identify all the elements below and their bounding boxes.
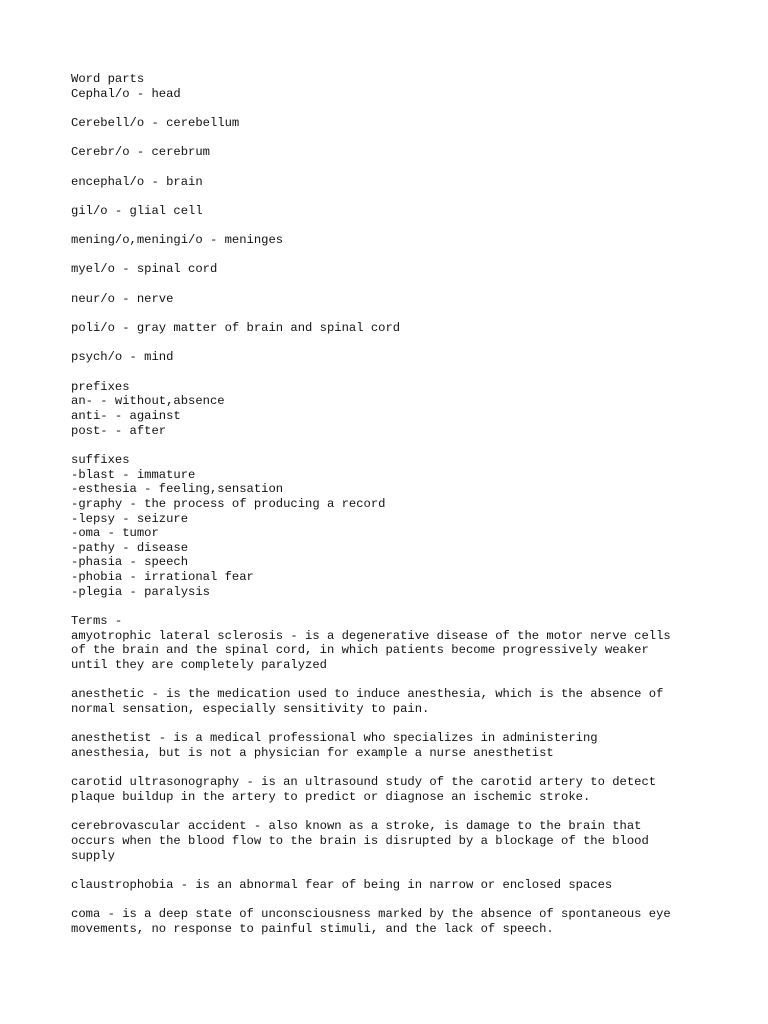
text-block xyxy=(71,380,751,439)
text-line: Terms - xyxy=(71,614,123,629)
text-line: amyotrophic lateral sclerosis - is a degenerative disease of the motor nerve cells xyxy=(71,628,671,643)
text-line: anesthesia, but is not a physician for example a nurse anesthetist xyxy=(71,745,554,760)
text-line: Cerebr/o - cerebrum xyxy=(71,145,210,160)
text-line: -blast - immature xyxy=(71,467,196,482)
text-line: -plegia - paralysis xyxy=(71,584,210,599)
text-line: Cephal/o - head xyxy=(71,86,181,101)
text-line: mening/o,meningi/o - meninges xyxy=(71,233,284,248)
text-block xyxy=(71,731,751,760)
text-line: carotid ultrasonography - is an ultrasound study of the carotid artery to detect xyxy=(71,775,657,790)
text-line: poli/o - gray matter of brain and spinal cord xyxy=(71,321,401,336)
text-block xyxy=(71,614,751,673)
text-line: movements, no response to painful stimuli, and the lack of speech. xyxy=(71,921,554,936)
text-block xyxy=(71,292,751,307)
text-line: -phasia - speech xyxy=(71,555,189,570)
text-line: an- - without,absence xyxy=(71,394,225,409)
text-line: plaque buildup in the artery to predict or diagnose an ischemic stroke. xyxy=(71,789,591,804)
text-line: post- - after xyxy=(71,423,167,438)
text-line: encephal/o - brain xyxy=(71,174,203,189)
text-line: anesthetic - is the medication used to induce anesthesia, which is the absence of xyxy=(71,687,664,702)
text-line: neur/o - nerve xyxy=(71,291,174,306)
text-block xyxy=(71,321,751,336)
text-block xyxy=(71,687,751,716)
text-line: -esthesia - feeling,sensation xyxy=(71,482,284,497)
text-line: -oma - tumor xyxy=(71,526,159,541)
text-block xyxy=(71,878,751,893)
text-block xyxy=(71,819,751,863)
text-line: cerebrovascular accident - also known as a stroke, is damage to the brain that xyxy=(71,819,642,834)
text-line: gil/o - glial cell xyxy=(71,203,203,218)
text-line: anesthetist - is a medical professional who specializes in administering xyxy=(71,731,598,746)
text-block xyxy=(71,262,751,277)
text-line: -phobia - irrational fear xyxy=(71,570,254,585)
text-block xyxy=(71,116,751,131)
text-line: until they are completely paralyzed xyxy=(71,658,327,673)
text-line: supply xyxy=(71,848,115,863)
text-line: prefixes xyxy=(71,379,130,394)
text-line: Word parts xyxy=(71,72,145,86)
text-line: Cerebell/o - cerebellum xyxy=(71,115,240,130)
text-block xyxy=(71,350,751,365)
text-block xyxy=(71,72,751,101)
text-line: myel/o - spinal cord xyxy=(71,262,218,277)
document-body xyxy=(71,72,751,951)
text-block xyxy=(71,775,751,804)
text-line: anti- - against xyxy=(71,408,181,423)
text-line: normal sensation, especially sensitivity to pain. xyxy=(71,702,430,717)
text-line: -lepsy - seizure xyxy=(71,511,189,526)
text-line: coma - is a deep state of unconsciousness marked by the absence of spontaneous eye xyxy=(71,907,671,922)
text-block xyxy=(71,907,751,936)
text-line: -graphy - the process of producing a record xyxy=(71,496,386,511)
text-line: -pathy - disease xyxy=(71,540,189,555)
text-line: claustrophobia - is an abnormal fear of being in narrow or enclosed spaces xyxy=(71,877,613,892)
text-block xyxy=(71,233,751,248)
text-block xyxy=(71,145,751,160)
text-block xyxy=(71,204,751,219)
text-block xyxy=(71,175,751,190)
text-block xyxy=(71,453,751,600)
text-line: psych/o - mind xyxy=(71,350,174,365)
text-line: occurs when the blood flow to the brain is disrupted by a blockage of the blood xyxy=(71,833,649,848)
text-line: suffixes xyxy=(71,452,130,467)
text-line: of the brain and the spinal cord, in which patients become progressively weaker xyxy=(71,643,649,658)
